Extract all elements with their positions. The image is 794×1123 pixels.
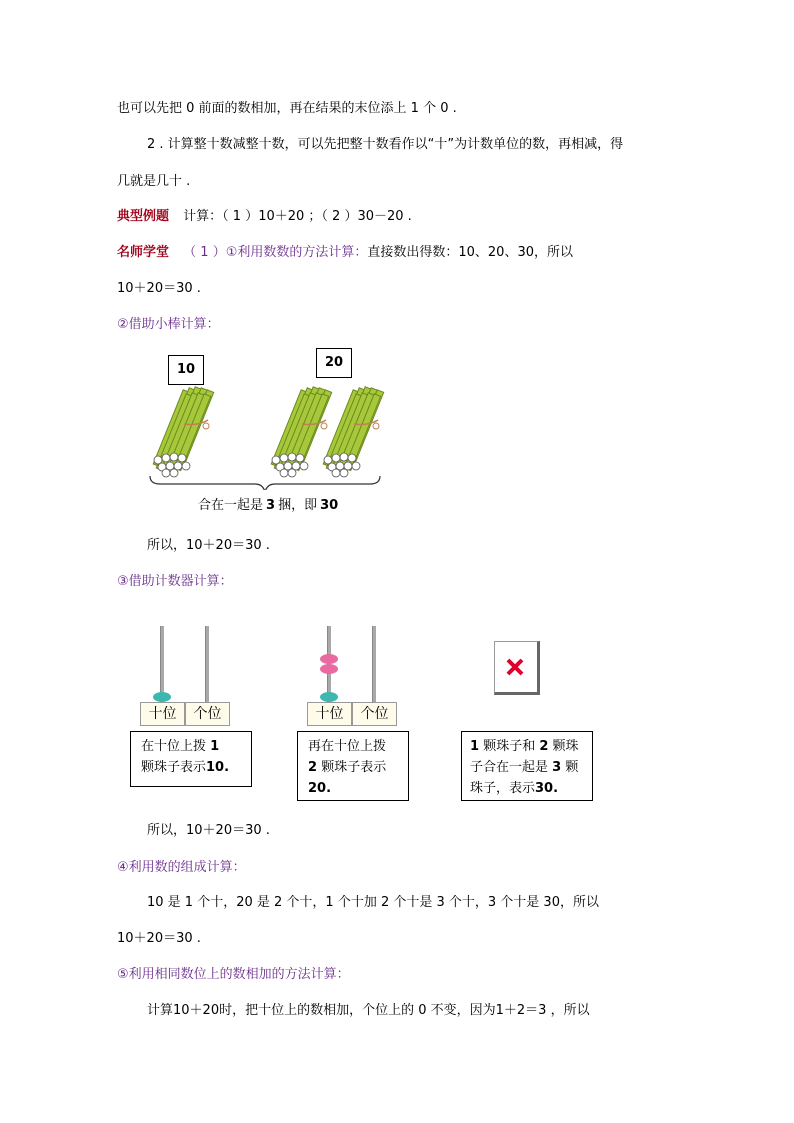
method-4-title: ④利用数的组成计算： bbox=[117, 860, 246, 875]
result-2: 所以，10＋20＝30 . bbox=[147, 538, 270, 553]
text-line: 也可以先把 0 前面的数相加，再在结果的末位添上 1 个 0 . bbox=[117, 101, 457, 116]
rod-ones bbox=[372, 626, 376, 702]
text: 颗珠子表示 bbox=[321, 760, 387, 775]
example-text: 计算：（ 1 ）10＋20 ；（ 2 ）30－20 . bbox=[183, 209, 412, 224]
text: 1 bbox=[210, 739, 220, 754]
bead bbox=[320, 664, 338, 674]
bead bbox=[153, 692, 171, 702]
teacher-num: （ 1 ） bbox=[183, 245, 226, 260]
text: 颗珠 bbox=[552, 739, 579, 754]
text: 颗 bbox=[565, 760, 579, 775]
result-1: 10＋20＝30 . bbox=[117, 281, 201, 296]
text: 3 bbox=[552, 760, 562, 775]
example-tag: 典型例题 bbox=[117, 209, 170, 224]
brace bbox=[150, 476, 380, 490]
text: 30. bbox=[535, 781, 559, 796]
rod-ones bbox=[205, 626, 209, 702]
result-3: 所以，10＋20＝30 . bbox=[147, 823, 270, 838]
stick-bundles-figure bbox=[140, 380, 390, 490]
abacus-3-caption bbox=[461, 731, 593, 801]
method-5-text: 计算10＋20时，把十位上的数相加，个位上的 0 不变，因为1＋2＝3 ，所以 bbox=[147, 1003, 590, 1018]
method-1-title: ①利用数数的方法计算： bbox=[225, 245, 368, 260]
result-4: 10＋20＝30 . bbox=[117, 931, 201, 946]
caption-end: 30 bbox=[320, 498, 339, 513]
place-tens: 十位 bbox=[140, 702, 185, 726]
rod-tens bbox=[160, 626, 164, 702]
text: 颗珠子和 bbox=[483, 739, 536, 754]
text: 1 bbox=[470, 739, 480, 754]
text: 2 bbox=[308, 760, 318, 775]
text: 2 bbox=[539, 739, 549, 754]
place-tens: 十位 bbox=[307, 702, 352, 726]
stick-bundle-2 bbox=[271, 387, 331, 477]
stick-bundle-3 bbox=[323, 387, 383, 477]
caption-mid: 捆，即 bbox=[278, 498, 318, 513]
caption-prefix: 合在一起是 bbox=[198, 498, 264, 513]
caption-num: 3 bbox=[266, 498, 276, 513]
text: 20. bbox=[308, 781, 332, 796]
method-3-title: ③借助计数器计算： bbox=[117, 574, 233, 589]
abacus-2-caption bbox=[297, 731, 409, 801]
text: 珠子，表示 bbox=[470, 781, 536, 796]
place-ones: 个位 bbox=[185, 702, 230, 726]
bead bbox=[320, 654, 338, 664]
teacher-row bbox=[117, 244, 573, 262]
method-4-text: 10 是 1 个十，20 是 2 个十，1 个十加 2 个十是 3 个十，3 个十是 30，所以 bbox=[147, 895, 599, 910]
stick-caption bbox=[198, 497, 338, 515]
method-2-title: ②借助小棒计算： bbox=[117, 317, 220, 332]
teacher-tag: 名师学堂 bbox=[117, 245, 170, 260]
stick-bundle-1 bbox=[153, 387, 213, 477]
method-5-title: ⑤利用相同数位上的数相加的方法计算： bbox=[117, 967, 350, 982]
text: 再在十位上拨 bbox=[308, 739, 387, 754]
example-row bbox=[117, 208, 412, 226]
stick-label-10: 10 bbox=[168, 355, 204, 385]
text-line: 2 . 计算整十数减整十数，可以先把整十数看作以“十”为计数单位的数，再相减，得 bbox=[147, 137, 624, 152]
text: 10. bbox=[206, 760, 230, 775]
text-line: 几就是几十 . bbox=[117, 174, 191, 189]
bead bbox=[320, 692, 338, 702]
stick-label-20: 20 bbox=[316, 348, 352, 378]
text: 颗珠子表示 bbox=[141, 760, 207, 775]
method-1-text: 直接数出得数：10、20、30，所以 bbox=[367, 245, 573, 260]
broken-image-icon bbox=[494, 641, 540, 695]
place-ones: 个位 bbox=[352, 702, 397, 726]
abacus-1-caption bbox=[130, 731, 252, 787]
text: 在十位上拨 bbox=[141, 739, 207, 754]
text: 子合在一起是 bbox=[470, 760, 549, 775]
